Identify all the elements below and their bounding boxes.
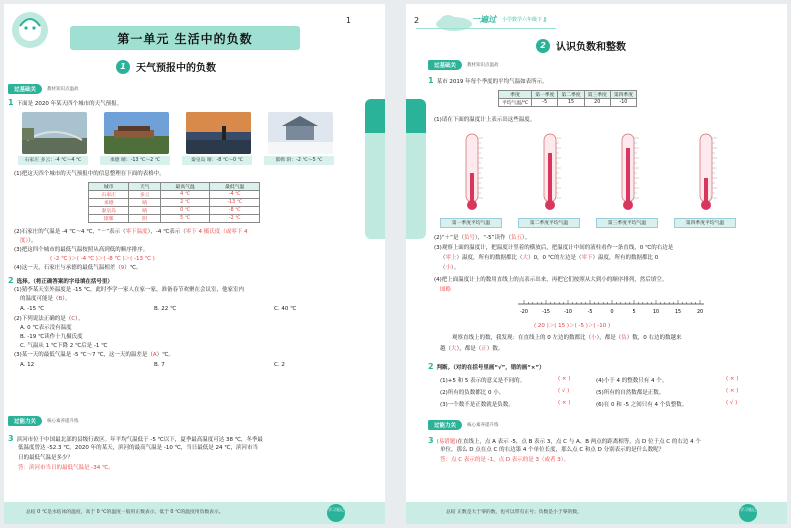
thermometer-mercury bbox=[548, 153, 552, 204]
q1-sub2-text: ）。 bbox=[521, 235, 531, 241]
q1-sub4-line2 bbox=[452, 334, 682, 343]
answer-text: 9 bbox=[120, 265, 125, 271]
section-ability bbox=[8, 416, 79, 426]
section-ability bbox=[428, 420, 499, 430]
q2-sub1-text: 的温度可能是（ bbox=[20, 296, 59, 302]
caption-shijiazhuang: 石家庄 多云：-4 ℃～4 ℃ bbox=[18, 156, 88, 165]
q3-number: 3 bbox=[428, 436, 434, 445]
unit-title: 第一单元 生活中的负数 bbox=[70, 26, 300, 50]
answer-text: 零下温度 bbox=[125, 229, 148, 235]
table-row bbox=[89, 207, 260, 215]
table-header: 第四季度 bbox=[610, 91, 636, 99]
q1-sub2-text: ）。 bbox=[28, 238, 37, 244]
q2-number: 2 bbox=[8, 276, 14, 285]
q3-text: 在直线上，点 A 表示 -5，点 B 表示 3，点 C 与 A、B 两点的距离相等，点 D 位于点 C 的右边 4 个 bbox=[457, 439, 701, 445]
judge-answer: ( √ ) bbox=[726, 400, 738, 406]
q1-sub4-text: 观察直线上的数，我发现：在直线上的 0 左边的数都比（ bbox=[452, 335, 591, 341]
city-photo-qinhuangdao bbox=[186, 112, 251, 154]
figure-note: 图略 bbox=[440, 287, 452, 293]
q1-sub4 bbox=[14, 264, 141, 273]
answer-text: 零下 4 摄氏度（或零下 4 bbox=[185, 229, 248, 235]
q2-sub1-opt-a: A. -15 ℃ bbox=[20, 306, 45, 312]
answer-text: 负 bbox=[621, 335, 627, 341]
table-cell: 5 ℃ bbox=[160, 215, 210, 223]
table-header: 季度 bbox=[499, 91, 532, 99]
table-cell: 平均气温/℃ bbox=[499, 99, 532, 107]
table-cell: -13 ℃ bbox=[210, 199, 260, 207]
lesson-title: 认识负数和整数 bbox=[556, 42, 626, 53]
quarter-temp-table bbox=[498, 90, 637, 107]
q1-sub3-text: ）温度，所有的数据都比（ bbox=[456, 255, 523, 261]
answer-text: 度） bbox=[20, 238, 29, 244]
q1-sub2-cont bbox=[20, 237, 37, 246]
q1-sub2 bbox=[434, 234, 530, 243]
answer-text: 正 bbox=[481, 346, 487, 352]
q2-sub1-text: ）。 bbox=[62, 296, 71, 302]
q1-stem-text: 下面是 2020 年某天四个城市的天气预报。 bbox=[16, 101, 123, 107]
header-rule bbox=[416, 28, 556, 29]
answer-text: 大 bbox=[451, 346, 457, 352]
city-photo-shijiazhuang bbox=[22, 112, 87, 154]
lesson-number-badge: 2 bbox=[536, 39, 550, 53]
table-header: 第二季度 bbox=[558, 91, 584, 99]
header-subtitle: 小学数学六年级下 JJ bbox=[502, 17, 547, 23]
q1-sub3-answer: ( -2 ℃ )＞( -4 ℃ )＞( -8 ℃ )＞( -13 ℃ ) bbox=[50, 256, 155, 262]
table-header: 最低气温 bbox=[210, 183, 260, 191]
caption-qinhuangdao: 秦皇岛 晴：-8 ℃～0 ℃ bbox=[182, 156, 252, 165]
thermometer-bulb bbox=[701, 200, 711, 210]
q1-sub4-line1: (4)把上面温度计上的数用直线上的点表示出来，再把它们按照从大到小的顺序排列，然后填空。 bbox=[434, 277, 668, 283]
judge-item: (6)在 0 和 -5 之间只有 4 个负整数。 bbox=[596, 402, 688, 408]
table-cell: 阴 bbox=[129, 215, 160, 223]
table-header: 城市 bbox=[89, 183, 129, 191]
thermometer-4 bbox=[692, 132, 720, 210]
table-cell: -5 bbox=[532, 99, 558, 107]
q2-sub3-opt-a: A. 12 bbox=[20, 362, 35, 368]
number-line-label: -15 bbox=[542, 310, 550, 315]
q3-answer: 答：点 C 表示的是 -1，点 D 表示的是 3（或者 3）。 bbox=[440, 457, 570, 463]
left-page bbox=[4, 4, 385, 524]
q2-sub2-opt-a: A. 0 ℃表示没有温度 bbox=[20, 325, 72, 331]
answer-text: 零上 bbox=[445, 255, 457, 261]
footer-summary: 总结 正数是大于零的数，也可以带有正号；负数是小于零的数。 bbox=[446, 510, 582, 515]
q1-sub4-text: ）℃。 bbox=[124, 265, 142, 271]
q2-sub2-opt-b: B. -19 ℃读作十九摄氏度 bbox=[20, 334, 83, 340]
city-photo-chengde bbox=[104, 112, 169, 154]
judge-answer: ( √ ) bbox=[558, 388, 570, 394]
q1-sub2-text: (2)石家庄的气温是 -4 ℃～4 ℃，“－”表示（ bbox=[14, 229, 126, 235]
answer-text: C bbox=[71, 316, 76, 322]
table-cell: 多云 bbox=[129, 191, 160, 199]
table-cell: 4 ℃ bbox=[160, 191, 210, 199]
right-footer bbox=[406, 502, 787, 524]
q1-stem-text: 某市 2019 年每个季度的平均气温如表所示。 bbox=[436, 79, 548, 85]
caption-handan: 邯郸 阴：-2 ℃～5 ℃ bbox=[264, 156, 334, 165]
q1-sub3-line2 bbox=[440, 254, 658, 263]
thermo-label-q3: 第三季度平均气温 bbox=[596, 218, 658, 228]
table-cell: 0 ℃ bbox=[160, 207, 210, 215]
q1-sub4-line3 bbox=[440, 345, 503, 354]
answer-text: 大 bbox=[522, 255, 529, 261]
answer-text: 小 bbox=[445, 265, 452, 271]
q2-stem-text: 判断。（对的在括号里画“√”，错的画“×”） bbox=[436, 365, 545, 371]
q1-sub4-text: ），都是（ bbox=[596, 335, 622, 341]
number-line-label: 10 bbox=[652, 310, 660, 315]
q2-stem bbox=[428, 362, 545, 373]
number-line-label: -5 bbox=[587, 310, 593, 315]
section-sub: 核心素养提升练 bbox=[47, 419, 79, 424]
answer-text: 负五 bbox=[510, 235, 522, 241]
q3-number: 3 bbox=[8, 434, 14, 443]
answer-text: 零下 bbox=[581, 255, 593, 261]
q1-sub3-text: （ bbox=[440, 255, 446, 261]
q2-sub1-line1: (1)猜李某天室外温度是 -15 ℃，此时李学一家人在家一家，准备春节欢聚在会议室，他家室内 bbox=[14, 287, 244, 293]
section-tag: 过能力关 bbox=[428, 420, 462, 430]
table-cell: 晴 bbox=[129, 199, 160, 207]
page-number: 1 bbox=[345, 16, 351, 25]
q2-sub3-text: ）℃。 bbox=[156, 352, 174, 358]
cloud-logo-icon bbox=[434, 12, 474, 32]
q1-sub2 bbox=[14, 228, 248, 237]
right-side-tab bbox=[406, 99, 426, 239]
table-header-row bbox=[499, 91, 637, 99]
judge-mark: × bbox=[729, 376, 735, 382]
number-line bbox=[516, 296, 706, 320]
table-cell: 20 bbox=[584, 99, 610, 107]
thermometer-bulb bbox=[467, 200, 477, 210]
q2-sub3-opt-b: B. 7 bbox=[154, 362, 165, 368]
q1-sub4-text: ）数，0 右边的数越来 bbox=[626, 335, 682, 341]
thermometer-bulb bbox=[623, 200, 633, 210]
q2-stem-text: 选择。（将正确答案的字母填在括号里） bbox=[16, 279, 113, 285]
q3-line3: 日的最低气温是多少？ bbox=[18, 455, 74, 461]
judge-answer: ( × ) bbox=[558, 400, 571, 406]
right-page bbox=[406, 4, 787, 524]
table-header: 第一季度 bbox=[532, 91, 558, 99]
q2-sub1-opt-b: B. 22 ℃ bbox=[154, 306, 177, 312]
q1-sub4-text: 越（ bbox=[440, 346, 452, 352]
q1-sub3-line1: (3)观察上面的温度计，把温度计竖着的横放后，把温度计中间的液柱看作一条直线，0 ℃的右边是 bbox=[434, 245, 674, 251]
number-line-label: 15 bbox=[674, 310, 682, 315]
answer-text: 负号 bbox=[464, 235, 476, 241]
judge-item: (5)所有的自然数都是正数。 bbox=[596, 390, 665, 396]
q2-sub2-text: ）。 bbox=[75, 316, 84, 322]
number-line-label: -10 bbox=[564, 310, 572, 315]
q1-sub3-text: ）温度，所有的数据都比 0 bbox=[592, 255, 659, 261]
lesson-header bbox=[536, 38, 626, 53]
number-line-label: -20 bbox=[520, 310, 528, 315]
thermo-label-q1: 第一季度平均气温 bbox=[440, 218, 502, 228]
table-cell: 2 ℃ bbox=[160, 199, 210, 207]
q3-text: 滨河市位于中国最北部的县级行政区。年平均气温低于 -5 ℃以下，夏季最高温度可达 38 ℃，冬季最 bbox=[16, 437, 263, 443]
table-row bbox=[89, 191, 260, 199]
q2-sub2 bbox=[14, 315, 83, 324]
section-tag: 过能力关 bbox=[8, 416, 42, 426]
city-photo-handan bbox=[268, 112, 333, 154]
q2-sub2-text: (2)下列说法正确的是（ bbox=[14, 316, 72, 322]
table-header: 天气 bbox=[129, 183, 160, 191]
q1-sub4-text: ）数。 bbox=[486, 346, 504, 352]
judge-answer: ( × ) bbox=[558, 376, 571, 382]
table-cell: -4 ℃ bbox=[210, 191, 260, 199]
q1-sub2-text: ），“-5”读作（ bbox=[475, 235, 511, 241]
q2-sub1-opt-c: C. 40 ℃ bbox=[274, 306, 297, 312]
section-sub: 教材知识点温故 bbox=[467, 63, 499, 68]
answer-text: 小 bbox=[591, 335, 597, 341]
lesson-title: 天气预报中的负数 bbox=[136, 63, 216, 74]
q1-sub3-text: ）。 bbox=[451, 265, 460, 271]
q1-sub3-text: （ bbox=[440, 265, 446, 271]
q3-line2: 低温度曾达 -52.3 ℃。2020 年的某天，滨河的最高气温是 -10 ℃，当日最低是 24 ℃，滨河市当 bbox=[18, 445, 258, 451]
lesson-header bbox=[116, 59, 216, 74]
caption-chengde: 承德 晴：-13 ℃～2 ℃ bbox=[100, 156, 170, 165]
number-line-label: 20 bbox=[696, 310, 704, 315]
section-sub: 教材知识点温故 bbox=[47, 87, 79, 92]
table-cell: 邯郸 bbox=[89, 215, 129, 223]
table-cell: 15 bbox=[558, 99, 584, 107]
q1-sub2-text: ），-4 ℃表示（ bbox=[147, 229, 186, 235]
section-basic bbox=[8, 84, 79, 94]
table-header: 第三季度 bbox=[584, 91, 610, 99]
q1-stem bbox=[8, 98, 122, 109]
weather-table bbox=[88, 182, 260, 223]
table-header-row bbox=[89, 183, 260, 191]
judge-item: (4)小于 4 的整数只有 4 个。 bbox=[596, 378, 668, 384]
q1-number: 1 bbox=[428, 76, 434, 85]
judge-item: (1)+5 和 5 表示的意义是不同的。 bbox=[440, 378, 526, 384]
thermometer-3 bbox=[614, 132, 642, 210]
judge-mark: × bbox=[729, 388, 735, 394]
number-line-label: 5 bbox=[632, 310, 636, 315]
thermo-label-q4: 第四季度平均气温 bbox=[674, 218, 736, 228]
q1-sub2-text: (2)“＋”是（ bbox=[434, 235, 464, 241]
q3-line2: 单位，那么 D 点在点 C 的右边第 4 个单位长度，那么点 C 和点 D 分别表示的是什么数呢？ bbox=[440, 447, 665, 453]
section-tag: 过基础关 bbox=[428, 60, 462, 70]
judge-mark: √ bbox=[729, 400, 734, 406]
table-cell: 晴 bbox=[129, 207, 160, 215]
thermometer-mercury bbox=[470, 173, 474, 204]
mascot-logo-icon bbox=[8, 8, 54, 50]
table-row bbox=[89, 199, 260, 207]
q1-sub3-line3 bbox=[440, 264, 459, 273]
q1-number: 1 bbox=[8, 98, 14, 107]
table-cell: 石家庄 bbox=[89, 191, 129, 199]
judge-mark: × bbox=[561, 400, 567, 406]
thermometer-1 bbox=[458, 132, 486, 210]
footer-summary: 总结 0 ℃是水结冰的温度，高于 0 ℃的温度一般用正数表示，低于 0 ℃的温度用负数表示。 bbox=[26, 510, 224, 515]
lesson-number-badge: 1 bbox=[116, 60, 130, 74]
q2-sub1-line2 bbox=[20, 295, 71, 304]
table-header: 最高气温 bbox=[160, 183, 210, 191]
q1-stem bbox=[428, 76, 548, 87]
q1-sub3-text: ）0，0 ℃的左边是（ bbox=[528, 255, 582, 261]
table-cell: -8 ℃ bbox=[210, 207, 260, 215]
q2-sub3 bbox=[14, 351, 174, 360]
answer-text: B bbox=[58, 296, 63, 302]
thermo-label-q2: 第二季度平均气温 bbox=[518, 218, 580, 228]
q2-number: 2 bbox=[428, 362, 434, 371]
q1-sub1: (1)请在下面的温度计上表示出这些温度。 bbox=[434, 117, 536, 123]
q3-answer: 答：滨河市当日的最低气温是 -34 ℃。 bbox=[18, 465, 114, 471]
thermometer-bulb bbox=[545, 200, 555, 210]
judge-answer: ( × ) bbox=[726, 388, 739, 394]
thermometer-mercury bbox=[626, 148, 630, 204]
q1-sub4-text: ），都是（ bbox=[456, 346, 482, 352]
q1-sub3: (3)把这四个城市的最低气温按照从高到低的顺序排序。 bbox=[14, 247, 149, 253]
q1-sub4-order: ( 20 )＞( 15 )＞( -5 )＞( -10 ) bbox=[534, 323, 611, 329]
section-sub: 核心素养提升练 bbox=[467, 423, 499, 428]
footer-badge: 学习笔记 bbox=[327, 504, 345, 522]
q1-sub1: (1)把这天四个城市的天气预报中的信息整理在下面的表格中。 bbox=[14, 171, 165, 177]
table-row bbox=[499, 99, 637, 107]
page-number: 2 bbox=[414, 16, 420, 25]
q3-tag: (易错题) bbox=[436, 439, 458, 445]
q2-sub2-opt-c: C. 气温从 1 ℃下降 2 ℃后是 -1 ℃ bbox=[20, 343, 108, 349]
section-tag: 过基础关 bbox=[8, 84, 42, 94]
judge-answer: ( × ) bbox=[726, 376, 739, 382]
number-line-label: 0 bbox=[610, 310, 614, 315]
q1-sub4-text: (4)这一天，石家庄与承德的最低气温相差（ bbox=[14, 265, 121, 271]
table-cell: -10 bbox=[610, 99, 636, 107]
side-tab-active bbox=[406, 99, 426, 133]
judge-item: (2)所有的负数都比 0 小。 bbox=[440, 390, 505, 396]
left-side-tab bbox=[365, 99, 385, 239]
judge-item: (3)一个数不是正数就是负数。 bbox=[440, 402, 514, 408]
thermometer-2 bbox=[536, 132, 564, 210]
judge-mark: × bbox=[561, 376, 567, 382]
q2-sub3-text: (3)某一天的最低气温是 -5 ℃～7 ℃，这一天的温差是（ bbox=[14, 352, 153, 358]
table-cell: -2 ℃ bbox=[210, 215, 260, 223]
judge-mark: √ bbox=[561, 388, 566, 394]
left-footer bbox=[4, 502, 385, 524]
table-cell: 承德 bbox=[89, 199, 129, 207]
answer-text: A bbox=[152, 352, 157, 358]
table-row bbox=[89, 215, 260, 223]
footer-badge: 学习笔记 bbox=[739, 504, 757, 522]
header-brand: 一遍过 bbox=[472, 15, 496, 24]
section-basic bbox=[428, 60, 499, 70]
q2-sub3-opt-c: C. 2 bbox=[274, 362, 285, 368]
table-cell: 秦皇岛 bbox=[89, 207, 129, 215]
side-tab-active bbox=[365, 99, 385, 133]
